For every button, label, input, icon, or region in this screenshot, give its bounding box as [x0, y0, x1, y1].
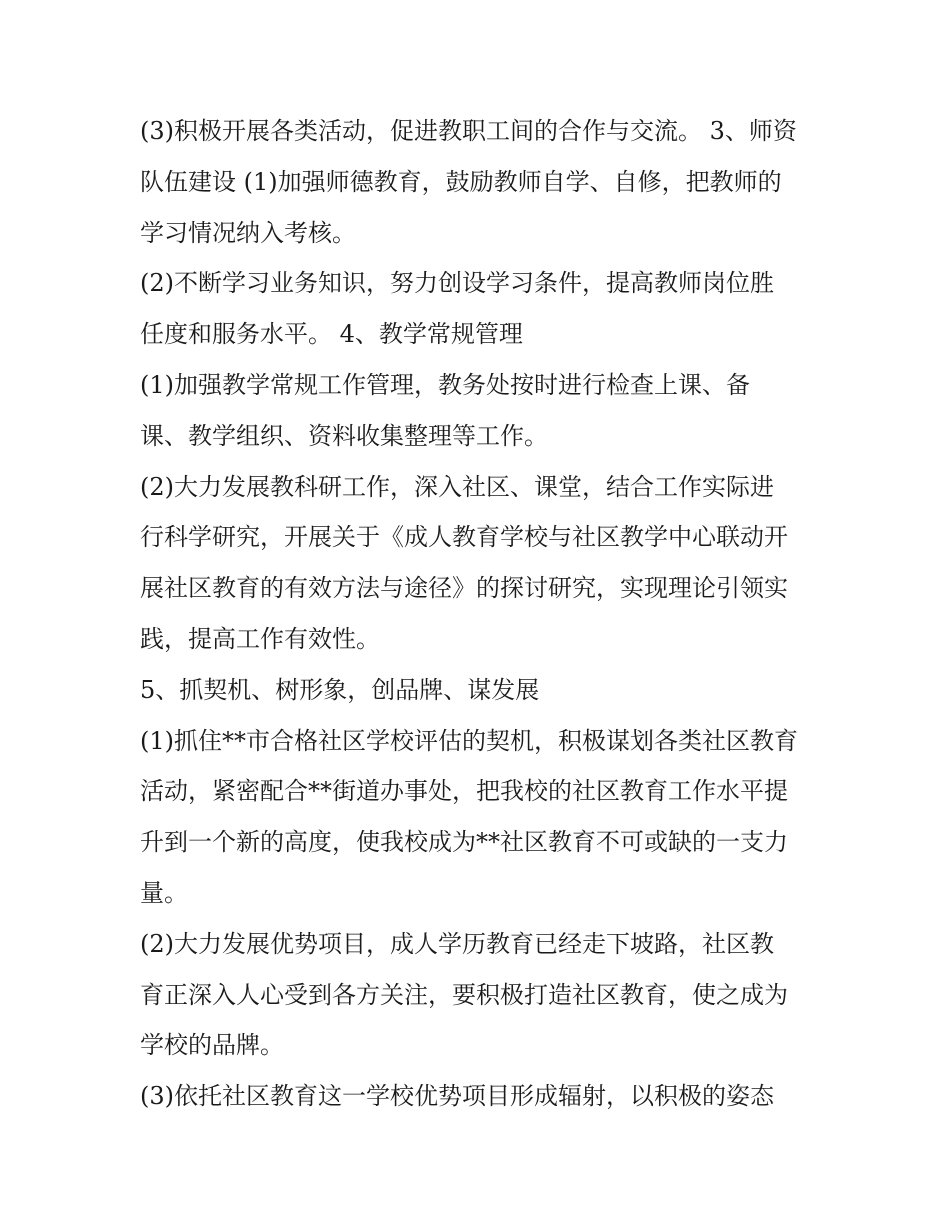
text-line: (3)依托社区教育这一学校优势项目形成辐射，以积极的姿态 [140, 1082, 774, 1111]
text-line: (2)不断学习业务知识，努力创设学习条件，提高教师岗位胜 [140, 269, 774, 298]
text-line: 5、抓契机、树形象，创品牌、谋发展 [140, 675, 540, 704]
text-line: (3)积极开展各类活动，促进教职工间的合作与交流。 3、师资 [140, 117, 797, 145]
text-line: 践，提高工作有效性。 [140, 624, 380, 653]
text-line: (1)加强教学常规工作管理，教务处按时进行检查上课、备 [140, 370, 750, 399]
text-line: 行科学研究，开展关于《成人教育学校与社区教学中心联动开 [140, 523, 788, 552]
text-line: 学习情况纳入考核。 [140, 218, 356, 247]
text-line: 升到一个新的高度，使我校成为**社区教育不可或缺的一支力 [140, 828, 788, 857]
text-line: (2)大力发展教科研工作，深入社区、课堂，结合工作实际进 [140, 472, 774, 501]
text-line: 学校的品牌。 [140, 1031, 284, 1060]
text-line: (2)大力发展优势项目，成人学历教育已经走下坡路，社区教 [140, 929, 774, 958]
text-line: 育正深入人心受到各方关注，要积极打造社区教育，使之成为 [140, 980, 788, 1009]
text-line: 任度和服务水平。 4、教学常规管理 [140, 320, 523, 349]
text-line: 课、教学组织、资料收集整理等工作。 [140, 421, 548, 450]
text-line: 展社区教育的有效方法与途径》的探讨研究，实现理论引领实 [140, 574, 788, 603]
document-page [140, 106, 820, 1122]
text-line: (1)抓住**市合格社区学校评估的契机，积极谋划各类社区教育 [140, 726, 798, 755]
text-line: 量。 [140, 878, 188, 907]
text-line: 活动，紧密配合**街道办事处，把我校的社区教育工作水平提 [140, 777, 788, 806]
text-line: 队伍建设 (1)加强师德教育，鼓励教师自学、自修，把教师的 [140, 167, 782, 196]
